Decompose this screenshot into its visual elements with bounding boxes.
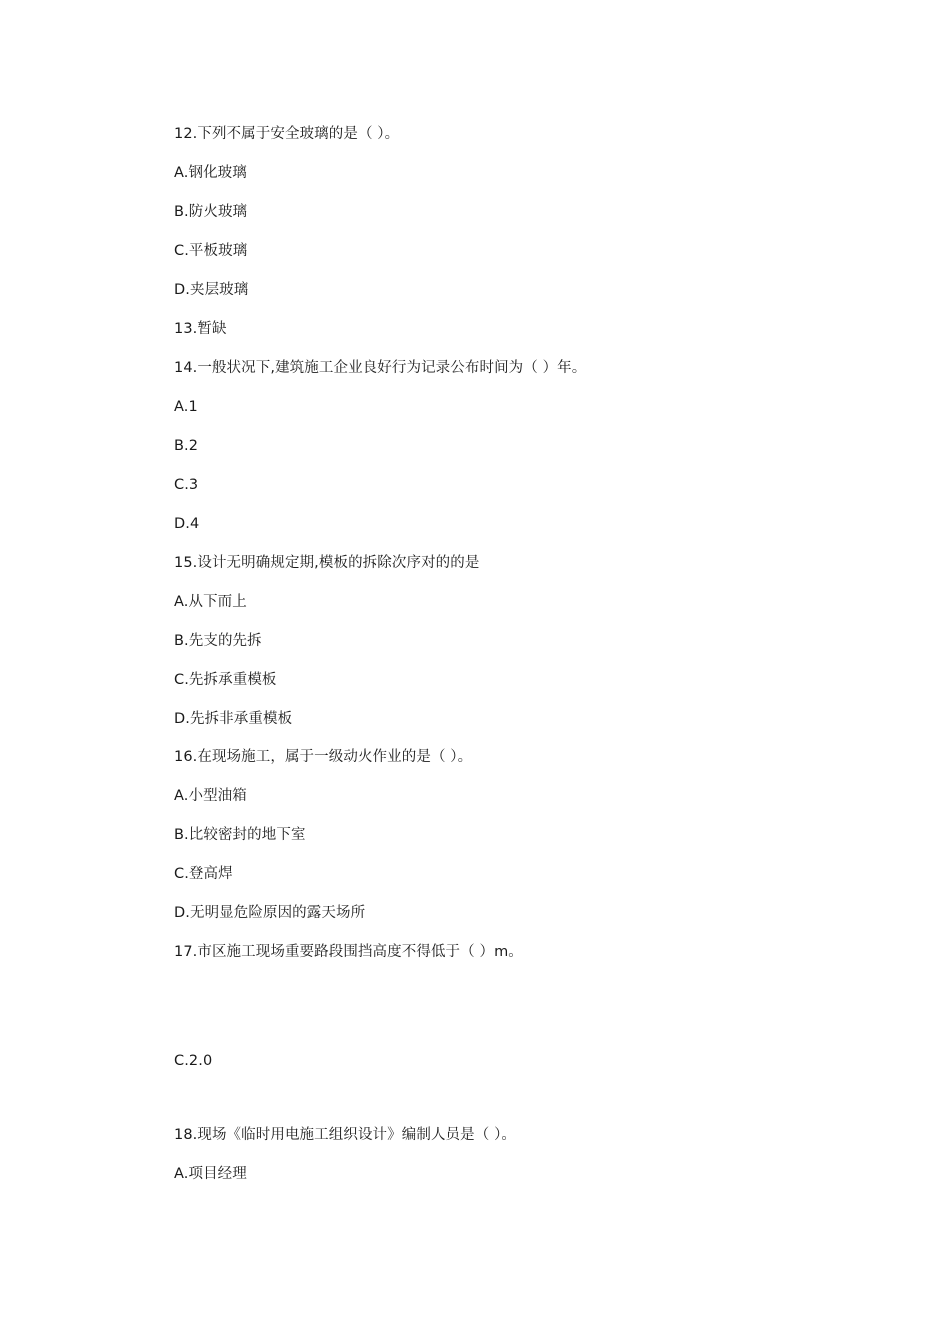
option-d: D.4 — [174, 516, 200, 532]
option-d: D.无明显危险原因的露天场所 — [174, 905, 366, 921]
question-14: 14.一般状况下,建筑施工企业良好行为记录公布时间为（ ）年。 — [174, 360, 587, 376]
option-c: C.先拆承重模板 — [174, 672, 277, 688]
question-17: 17.市区施工现场重要路段围挡高度不得低于（ ）m。 — [174, 944, 523, 960]
option-b: B.防火玻璃 — [174, 204, 248, 220]
question-15: 15.设计无明确规定期,模板的拆除次序对的的是 — [174, 555, 480, 571]
option-c: C.3 — [174, 477, 199, 493]
option-a: A.1 — [174, 399, 198, 415]
option-b: B.先支的先拆 — [174, 633, 262, 649]
option-a: A.小型油箱 — [174, 788, 247, 804]
option-c: C.登高焊 — [174, 866, 233, 882]
question-12: 12.下列不属于安全玻璃的是（ ）。 — [174, 126, 400, 142]
option-c: C.2.0 — [174, 1053, 213, 1069]
option-a: A.从下而上 — [174, 594, 247, 610]
option-a: A.钢化玻璃 — [174, 165, 247, 181]
option-a: A.项目经理 — [174, 1166, 247, 1182]
option-d: D.夹层玻璃 — [174, 282, 249, 298]
option-b: B.2 — [174, 438, 199, 454]
option-c: C.平板玻璃 — [174, 243, 248, 259]
question-13: 13.暂缺 — [174, 321, 227, 337]
option-b: B.比较密封的地下室 — [174, 827, 306, 843]
question-18: 18.现场《临时用电施工组织设计》编制人员是（ ）。 — [174, 1127, 517, 1143]
question-16: 16.在现场施工，属于一级动火作业的是（ ）。 — [174, 749, 473, 765]
option-d: D.先拆非承重模板 — [174, 711, 293, 727]
